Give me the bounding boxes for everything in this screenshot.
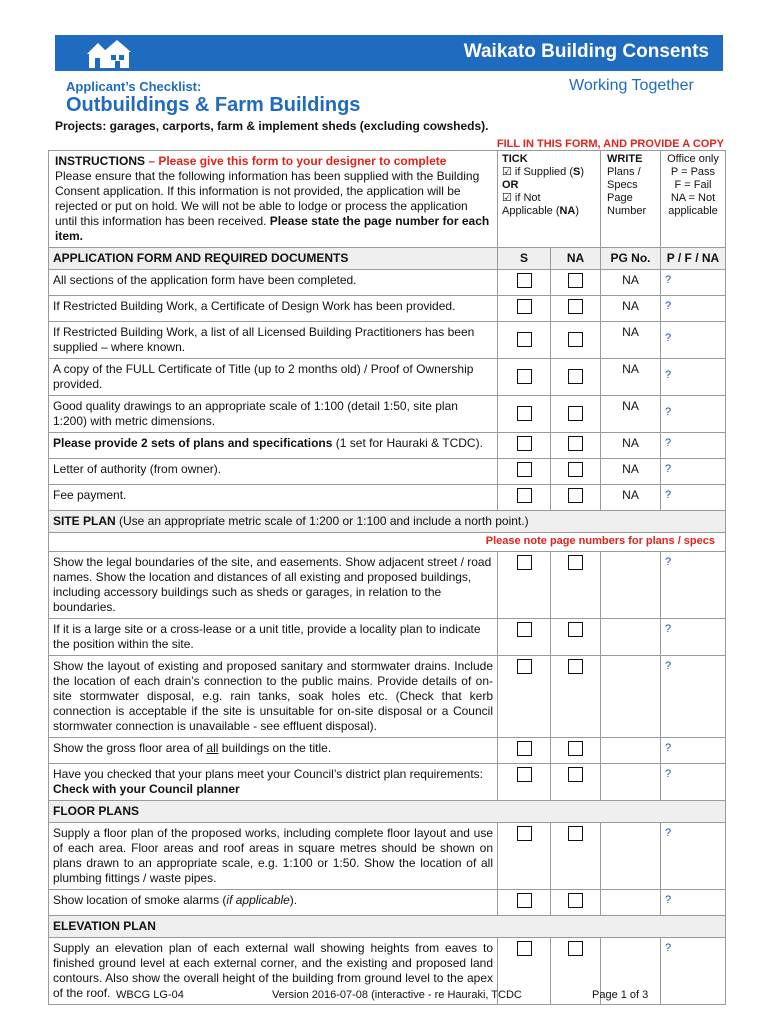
office-status: ?: [661, 396, 726, 433]
footer-version: Version 2016-07-08 (interactive - re Hauraki, TCDC: [272, 989, 522, 1001]
table-row: [49, 459, 726, 485]
row-label: If Restricted Building Work, a Certificate of Design Work has been provided.: [53, 299, 456, 313]
row-text: [49, 552, 498, 619]
supplied-checkbox[interactable]: [517, 369, 532, 384]
col-office-header: P / F / NA: [661, 248, 726, 270]
page-number-field[interactable]: NA: [601, 296, 661, 322]
row-label: Show the gross floor area of: [53, 741, 207, 755]
office-line: NA = Not: [670, 192, 716, 204]
col-na-header: NA: [551, 248, 601, 270]
row-label: A copy of the FULL Certificate of Title (up to 2 months old) / Proof of Ownership provided.: [53, 362, 474, 391]
tagline: Working Together: [569, 77, 694, 94]
row-text: [49, 296, 498, 322]
na-checkbox[interactable]: [568, 826, 583, 841]
row-text: [49, 359, 498, 396]
row-text: [49, 459, 498, 485]
na-checkbox[interactable]: [568, 941, 583, 956]
page-number-field[interactable]: [601, 764, 661, 801]
na-checkbox[interactable]: [568, 893, 583, 908]
na-checkbox[interactable]: [568, 622, 583, 637]
instructions-body: Please ensure that the following information has been supplied with the Building Consent application. If this information is not provided, the application will be rejected or put on hold. We will not be able to lodge or process the application until this information has been received.: [55, 169, 480, 228]
instructions-cell: [49, 151, 498, 248]
tick-title: TICK: [502, 153, 528, 165]
office-status: ?: [661, 656, 726, 738]
page-number-field[interactable]: [601, 890, 661, 916]
write-legend: [601, 151, 661, 248]
fill-notice: FILL IN THIS FORM, AND PROVIDE A COPY: [496, 138, 724, 150]
supplied-checkbox[interactable]: [517, 406, 532, 421]
tick-supplied: ☑ if Supplied (: [502, 166, 574, 178]
office-status: ?: [661, 459, 726, 485]
page-title: Outbuildings & Farm Buildings: [66, 94, 361, 116]
office-legend: [661, 151, 726, 248]
table-row: [49, 270, 726, 296]
section-title: APPLICATION FORM AND REQUIRED DOCUMENTS: [49, 248, 498, 270]
page-number-field[interactable]: NA: [601, 396, 661, 433]
office-status: ?: [661, 890, 726, 916]
na-checkbox[interactable]: [568, 555, 583, 570]
tick-legend: [498, 151, 601, 248]
na-checkbox[interactable]: [568, 436, 583, 451]
office-line: P = Pass: [670, 166, 716, 178]
office-line: Office only: [667, 153, 719, 165]
table-row: [49, 552, 726, 619]
row-label: Show the layout of existing and proposed sanitary and stormwater drains. Include the location of each drain’s connection to the public mains. Provide details of on-site stormwater disposal, e.g. rain tanks, soak holes etc. (Check that kerb connection is acceptable if the site is unsuitable for on-site disposal or a Council stormwater connection is unavailable - see effluent disposal).: [53, 659, 493, 733]
row-label: Letter of authority (from owner).: [53, 462, 222, 476]
supplied-checkbox[interactable]: [517, 332, 532, 347]
office-status: ?: [661, 433, 726, 459]
page-number-field[interactable]: NA: [601, 322, 661, 359]
write-line: Specs: [607, 179, 638, 191]
instructions-bold: Please state the page number for each item.: [55, 214, 490, 243]
row-label: If Restricted Building Work, a list of all Licensed Building Practitioners has been supplied – where known.: [53, 325, 475, 354]
row-text: [49, 485, 498, 511]
section-header-floor-plans: [49, 801, 726, 823]
row-text: [49, 270, 498, 296]
na-checkbox[interactable]: [568, 767, 583, 782]
tick-not: ☑ if Not: [502, 192, 541, 204]
row-label: Show location of smoke alarms (: [53, 893, 227, 907]
row-label-tail: buildings on the title.: [218, 741, 332, 755]
office-status: ?: [661, 296, 726, 322]
na-checkbox[interactable]: [568, 462, 583, 477]
tick-close-2: ): [575, 205, 580, 217]
row-label: (1 set for Hauraki & TCDC).: [332, 436, 483, 450]
office-status: ?: [661, 552, 726, 619]
page-note: Please note page numbers for plans / specs: [49, 533, 726, 552]
office-status: ?: [661, 938, 726, 1005]
supplied-checkbox[interactable]: [517, 767, 532, 782]
office-status: ?: [661, 270, 726, 296]
row-label: Supply an elevation plan of each external wall showing heights from eaves to finished ground level at each external corner, and the existing and proposed land contours. Also show the overall height of the building from ground level to the apex of the roof.: [53, 941, 493, 1000]
row-text: [49, 764, 498, 801]
office-status: ?: [661, 359, 726, 396]
na-checkbox[interactable]: [568, 273, 583, 288]
instructions-row: [49, 151, 726, 248]
row-underline: all: [206, 741, 219, 755]
row-label: Have you checked that your plans meet your Council’s district plan requirements:: [53, 767, 483, 781]
table-row: [49, 738, 726, 764]
table-row: [49, 485, 726, 511]
page-number-field[interactable]: NA: [601, 459, 661, 485]
row-text: [49, 738, 498, 764]
office-status: ?: [661, 738, 726, 764]
section-title: [49, 511, 726, 533]
row-text: [49, 619, 498, 656]
office-status: ?: [661, 823, 726, 890]
na-checkbox[interactable]: [568, 406, 583, 421]
house-logo-icon: [83, 38, 137, 70]
row-text: [49, 890, 498, 916]
supplied-checkbox[interactable]: [517, 462, 532, 477]
row-italic: if applicable: [226, 893, 290, 907]
section-subtitle: (Use an appropriate metric scale of 1:200 or 1:100 and include a north point.): [115, 514, 529, 528]
row-label: All sections of the application form have been completed.: [53, 273, 357, 287]
row-text: [49, 322, 498, 359]
section-header-elevation: [49, 916, 726, 938]
checklist-table: [48, 150, 726, 1005]
supplied-checkbox[interactable]: [517, 893, 532, 908]
section-title: FLOOR PLANS: [49, 801, 726, 823]
na-checkbox[interactable]: [568, 369, 583, 384]
row-label: Good quality drawings to an appropriate scale of 1:100 (detail 1:50, site plan 1:200) with metric dimensions.: [53, 399, 458, 428]
row-label: Supply a floor plan of the proposed works, including complete floor layout and use of each area. Floor areas and roof areas in square metres should be shown on plans drawn to an appropriate scale, e.g. 1:100 or 1:50. Show the location of all plumbing fittings / waste pipes.: [53, 826, 493, 885]
write-line: Plans /: [607, 166, 641, 178]
office-status: ?: [661, 619, 726, 656]
supplied-checkbox[interactable]: [517, 659, 532, 674]
org-title: Waikato Building Consents: [463, 41, 709, 62]
header-banner: [55, 35, 723, 71]
page-number-field[interactable]: [601, 656, 661, 738]
table-row: [49, 433, 726, 459]
row-text: [49, 823, 498, 890]
na-checkbox[interactable]: [568, 299, 583, 314]
table-row: [49, 296, 726, 322]
office-line: F = Fail: [674, 179, 712, 191]
office-line: applicable: [668, 205, 718, 217]
page-number-field[interactable]: [601, 619, 661, 656]
row-text: [49, 433, 498, 459]
supplied-checkbox[interactable]: [517, 826, 532, 841]
col-s-header: S: [498, 248, 551, 270]
page-number-field[interactable]: NA: [601, 359, 661, 396]
table-row: [49, 619, 726, 656]
supplied-checkbox[interactable]: [517, 436, 532, 451]
na-checkbox[interactable]: [568, 741, 583, 756]
table-row: [49, 322, 726, 359]
page-number-field[interactable]: [601, 738, 661, 764]
supplied-checkbox[interactable]: [517, 741, 532, 756]
tick-or: OR: [502, 179, 519, 191]
office-status: ?: [661, 485, 726, 511]
instructions-lead: INSTRUCTIONS: [55, 154, 145, 168]
na-checkbox[interactable]: [568, 488, 583, 503]
row-bold: Please provide 2 sets of plans and specifications: [53, 436, 333, 450]
supplied-checkbox[interactable]: [517, 273, 532, 288]
row-label-tail: ).: [289, 893, 298, 907]
page-note-row: [49, 533, 726, 552]
instructions-red: – Please give this form to your designer to complete: [145, 154, 447, 168]
page-number-field[interactable]: NA: [601, 433, 661, 459]
row-label: Show the legal boundaries of the site, and easements. Show adjacent street / road names. Show the location and distances of all existing and proposed buildings, including accessory buildings such as sheds or garages, in relation to the boundaries.: [53, 555, 492, 614]
row-text: [49, 396, 498, 433]
section-title-text: SITE PLAN: [53, 514, 116, 528]
checklist-label: Applicant’s Checklist:: [66, 79, 202, 94]
write-line: Page: [607, 192, 633, 204]
supplied-checkbox[interactable]: [517, 941, 532, 956]
supplied-checkbox[interactable]: [517, 488, 532, 503]
table-row: [49, 656, 726, 738]
footer-page: Page 1 of 3: [592, 989, 649, 1001]
row-label: Fee payment.: [53, 488, 127, 502]
office-status: ?: [661, 322, 726, 359]
table-row: [49, 890, 726, 916]
section-header-site-plan: [49, 511, 726, 533]
tick-na: NA: [559, 205, 576, 217]
tick-s: S: [573, 166, 581, 178]
footer-code: WBCG LG-04: [116, 989, 184, 1001]
na-checkbox[interactable]: [568, 332, 583, 347]
section-header-application: [49, 248, 726, 270]
section-title: ELEVATION PLAN: [49, 916, 726, 938]
page-number-field[interactable]: NA: [601, 485, 661, 511]
table-row: [49, 823, 726, 890]
page-number-field[interactable]: [601, 823, 661, 890]
table-row: [49, 359, 726, 396]
projects-line: Projects: garages, carports, farm & implement sheds (excluding cowsheds).: [55, 119, 489, 133]
row-label: If it is a large site or a cross-lease or a unit title, provide a locality plan to indicate the position within the site.: [53, 622, 481, 651]
supplied-checkbox[interactable]: [517, 555, 532, 570]
table-row: [49, 764, 726, 801]
col-pg-header: PG No.: [601, 248, 661, 270]
na-checkbox[interactable]: [568, 659, 583, 674]
write-line: WRITE: [607, 153, 643, 165]
supplied-checkbox[interactable]: [517, 299, 532, 314]
table-row: [49, 396, 726, 433]
supplied-checkbox[interactable]: [517, 622, 532, 637]
page-number-field[interactable]: [601, 552, 661, 619]
tick-close: ): [580, 166, 585, 178]
row-bold-line: Check with your Council planner: [53, 782, 240, 796]
page-number-field[interactable]: NA: [601, 270, 661, 296]
tick-applicable: Applicable (: [502, 205, 560, 217]
office-status: ?: [661, 764, 726, 801]
row-text: [49, 656, 498, 738]
write-line: Number: [607, 205, 647, 217]
